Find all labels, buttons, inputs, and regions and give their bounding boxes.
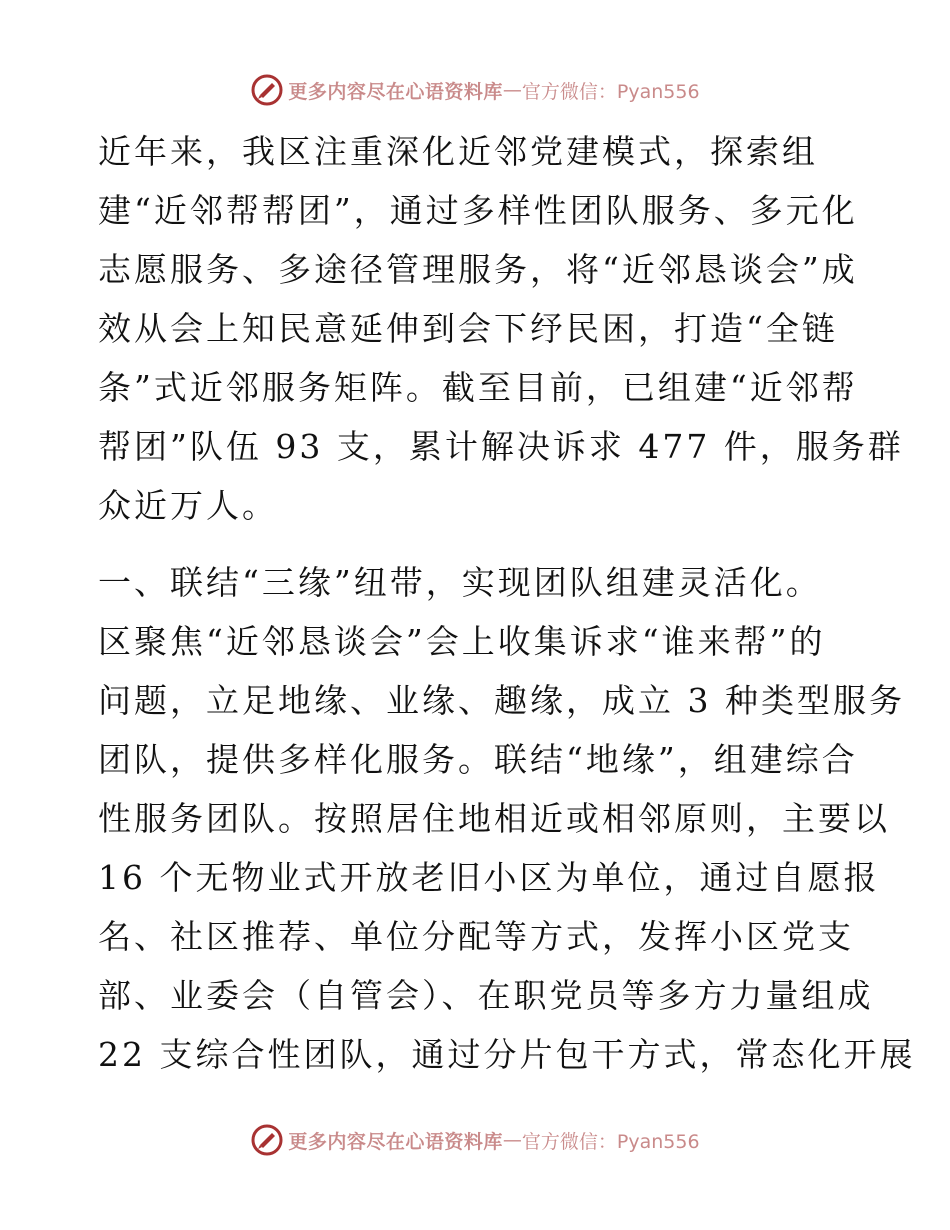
text-line: 志愿服务、多途径管理服务，将“近邻恳谈会”成 <box>98 250 858 289</box>
watermark-header <box>0 70 950 110</box>
watermark-separator: — <box>502 79 522 101</box>
text-line: 帮团”队伍 93 支，累计解决诉求 477 件，服务群 <box>98 427 904 466</box>
brand-logo-icon <box>250 1123 284 1157</box>
text-line: 22 支综合性团队，通过分片包干方式，常态化开展 <box>98 1035 916 1074</box>
paragraph-gap <box>98 535 858 553</box>
text-line: 问题，立足地缘、业缘、趣缘，成立 3 种类型服务 <box>98 681 905 720</box>
text-line: 性服务团队。按照居住地相近或相邻原则，主要以 <box>98 799 890 838</box>
watermark-separator: — <box>502 1129 522 1151</box>
watermark-brand: 更多内容尽在心语资料库 <box>288 80 503 103</box>
text-line: 众近万人。 <box>98 486 278 525</box>
text-line: 16 个无物业式开放老旧小区为单位，通过自愿报 <box>98 858 880 897</box>
text-line: 建“近邻帮帮团”，通过多样性团队服务、多元化 <box>98 191 858 230</box>
text-line: 条”式近邻服务矩阵。截至目前，已组建“近邻帮 <box>98 368 858 407</box>
watermark-contact: 官方微信：Pyan556 <box>521 80 700 103</box>
document-body <box>98 122 916 1084</box>
text-line: 区聚焦“近邻恳谈会”会上收集诉求“谁来帮”的 <box>98 622 826 661</box>
text-line: 部、业委会（自管会）、在职党员等多方力量组成 <box>98 976 874 1015</box>
paragraph-section-one <box>98 553 916 1084</box>
watermark-brand: 更多内容尽在心语资料库 <box>288 1130 503 1153</box>
watermark-footer <box>0 1120 950 1160</box>
text-line: 效从会上知民意延伸到会下纾民困，打造“全链 <box>98 309 838 348</box>
watermark-contact: 官方微信：Pyan556 <box>521 1130 700 1153</box>
section-heading-line: 一、联结“三缘”纽带，实现团队组建灵活化。 <box>98 563 822 602</box>
text-line: 名、社区推荐、单位分配等方式，发挥小区党支 <box>98 917 854 956</box>
text-line: 近年来，我区注重深化近邻党建模式，探索组 <box>98 132 818 171</box>
paragraph-intro <box>98 122 904 535</box>
text-line: 团队，提供多样化服务。联结“地缘”，组建综合 <box>98 740 858 779</box>
brand-logo-icon <box>250 73 284 107</box>
